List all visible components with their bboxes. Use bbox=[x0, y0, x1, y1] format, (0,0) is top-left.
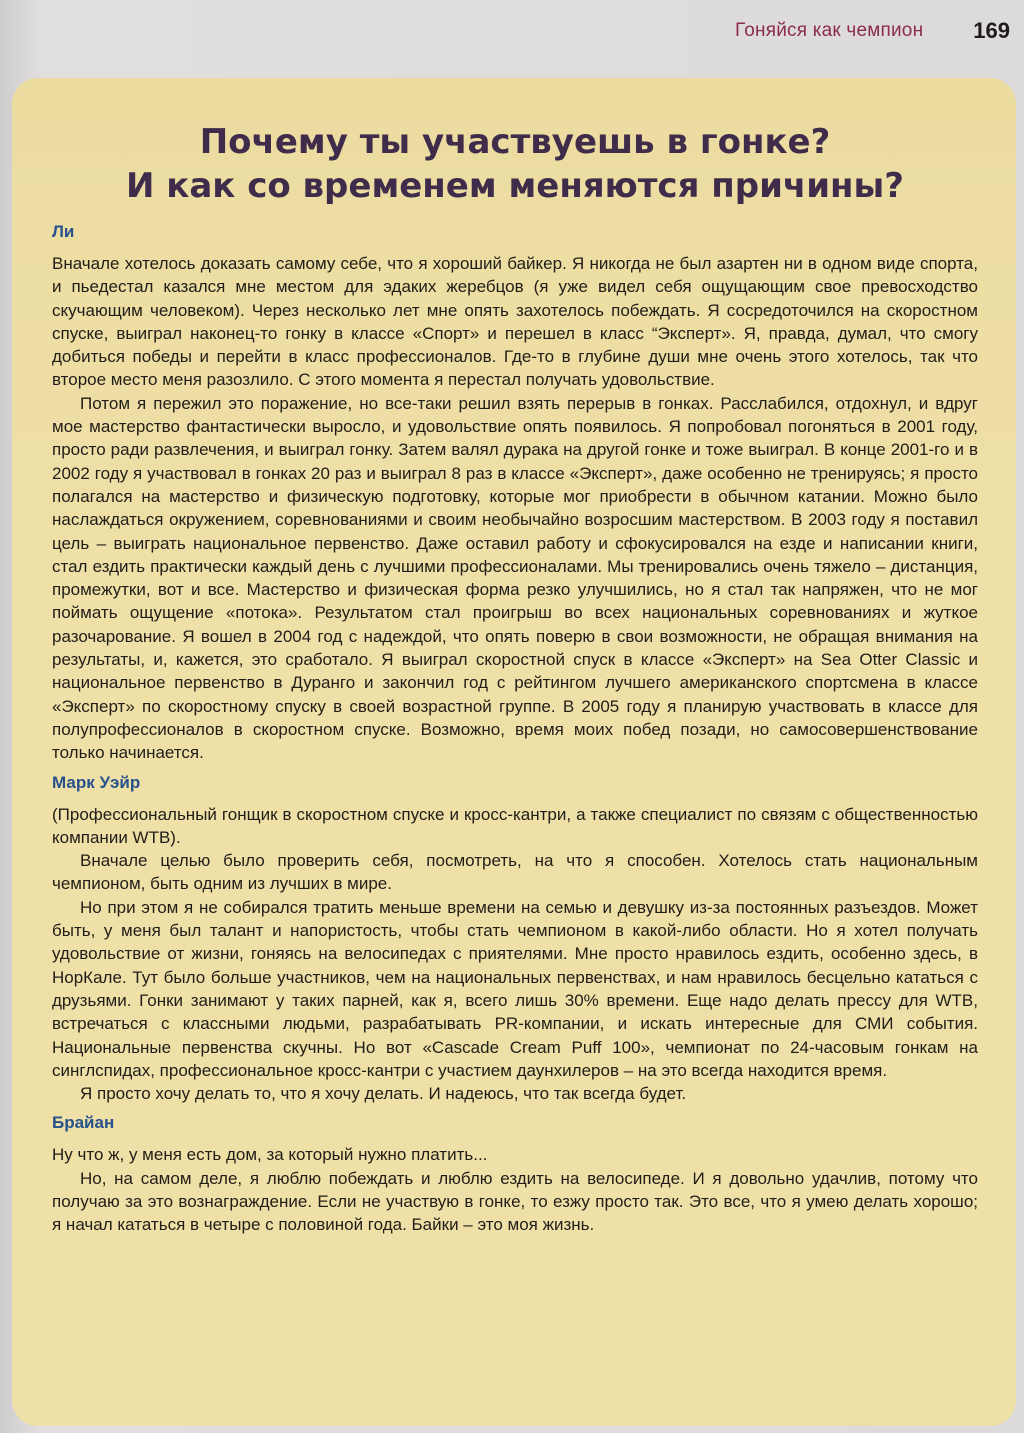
paragraph: Но при этом я не собирался тратить меньше времени на семью и девушку из-за постоянных разъездов. Может быть, у меня был талант и напористость, чтобы стать чемпионом в какой-либо области. Но я хотел получать удовольствие от жизни, гоняясь на велосипедах с приятелями. Мне просто нравилось ездить, особенно здесь, в НорКале. Тут было больше участников, чем на национальных первенствах, и нам нравилось бесцельно кататься с друзьями. Гонки занимают у таких парней, как я, всего лишь 30% времени. Еще надо делать прессу для WTB, встречаться с классными людьми, разрабатывать PR-компании, и искать интересные для СМИ события. Национальные первенства скучны. Но вот «Cascade Cream Puff 100», чемпионат по 24-часовым гонкам на синглспидах, профессиональное кросс-кантри с участием даунхилеров – на это всегда находится время. bbox=[52, 897, 978, 1080]
speaker-name: Ли bbox=[52, 222, 75, 241]
paragraph: Вначале целью было проверить себя, посмотреть, на что я способен. Хотелось стать национальным чемпионом, быть одним из лучших в мире. bbox=[52, 851, 978, 894]
paragraph: (Профессиональный гонщик в скоростном спуске и кросс-кантри, а также специалист по связям с общественностью компании WTB). bbox=[52, 804, 978, 847]
headline-line-2: И как со временем меняются причины? bbox=[125, 166, 905, 206]
speaker-name: Марк Уэйр bbox=[52, 772, 141, 792]
headline-line-1: Почему ты участвуешь в гонке? bbox=[199, 122, 831, 162]
paragraph: Я просто хочу делать то, что я хочу делать. И надеюсь, что так всегда будет. bbox=[80, 1084, 687, 1104]
page-number: 169 bbox=[973, 18, 1010, 43]
section-brian bbox=[52, 1113, 978, 1236]
section-mark-weir bbox=[52, 773, 978, 1106]
sidebar-panel bbox=[12, 78, 1016, 1426]
headline bbox=[52, 120, 978, 208]
paragraph: Потом я пережил это поражение, но все-таки решил взять перерыв в гонках. Расслабился, отдохнул, и вдруг мое мастерство фантастически выросло, и удовольствие опять появилось. Я попробовал погоняться в 2001 году, просто ради развлечения, и выиграл гонку. Затем валял дурака на другой гонке и тоже выиграл. В конце 2001-го и в 2002 году я участвовал в гонках 20 раз и выиграл 8 раз в классе «Эксперт», даже особенно не тренируясь; я просто полагался на мастерство и физическую подготовку, которые мог приобрести в обычном катании. Можно было наслаждаться окружением, соревнованиями и своим необычайно возросшим мастерством. В 2003 году я поставил цель – выиграть национальное первенство. Даже оставил работу и сфокусировался на езде и написании книги, стал ездить практически каждый день с лучшими профессионалами. Мы тренировались очень тяжело – дистанция, промежутки, вот и все. Мастерство и физическая форма резко улучшились, но я стал так напряжен, что не мог поймать ощущение «потока». Результатом стал проигрыш во всех национальных соревнованиях и жуткое разочарование. Я вошел в 2004 год с надеждой, что опять поверю в свои возможности, не обращая внимания на результаты, и, кажется, это сработало. Я выиграл скоростной спуск в классе «Эксперт» на Sea Otter Classic и национальное первенство в Дуранго и закончил год с рейтингом лучшего американского спортсмена в классе «Эксперт» по скоростному спуску в своей возрастной группе. В 2005 году я планирую участвовать в классе для полупрофессионалов в скоростном спуске. Возможно, время моих побед позади, но самосовершенствование только начинается. bbox=[52, 393, 978, 763]
speaker-name: Брайан bbox=[52, 1113, 115, 1133]
running-title: Гоняйся как чемпион bbox=[735, 20, 924, 41]
paragraph: Ну что ж, у меня есть дом, за который нужно платить... bbox=[52, 1145, 488, 1165]
paragraph: Вначале хотелось доказать самому себе, что я хороший байкер. Я никогда не был азартен ни в одном виде спорта, и пьедестал казался мне местом для эдаких жеребцов (я уже видел себя ощущающим свое превосходство скучающим человеком). Через несколько лет мне опять захотелось побеждать. Я сосредоточился на скоростном спуске, выиграл наконец-то гонку в классе «Спорт» и перешел в класс “Эксперт». Я, правда, думал, что смогу добиться победы и перейти в класс профессионалов. Где-то в глубине души мне очень этого хотелось, так что второе место меня разозлило. С этого момента я перестал получать удовольствие. bbox=[52, 254, 978, 390]
section-lee bbox=[52, 222, 978, 765]
paragraph: Но, на самом деле, я люблю побеждать и люблю ездить на велосипеде. И я довольно удачлив, потому что получаю за это вознаграждение. Если не участвую в гонке, то езжу просто так. Это все, что я умею делать хорошо; я начал кататься в четыре с половиной года. Байки – это моя жизнь. bbox=[52, 1168, 978, 1235]
running-header bbox=[735, 14, 1010, 48]
